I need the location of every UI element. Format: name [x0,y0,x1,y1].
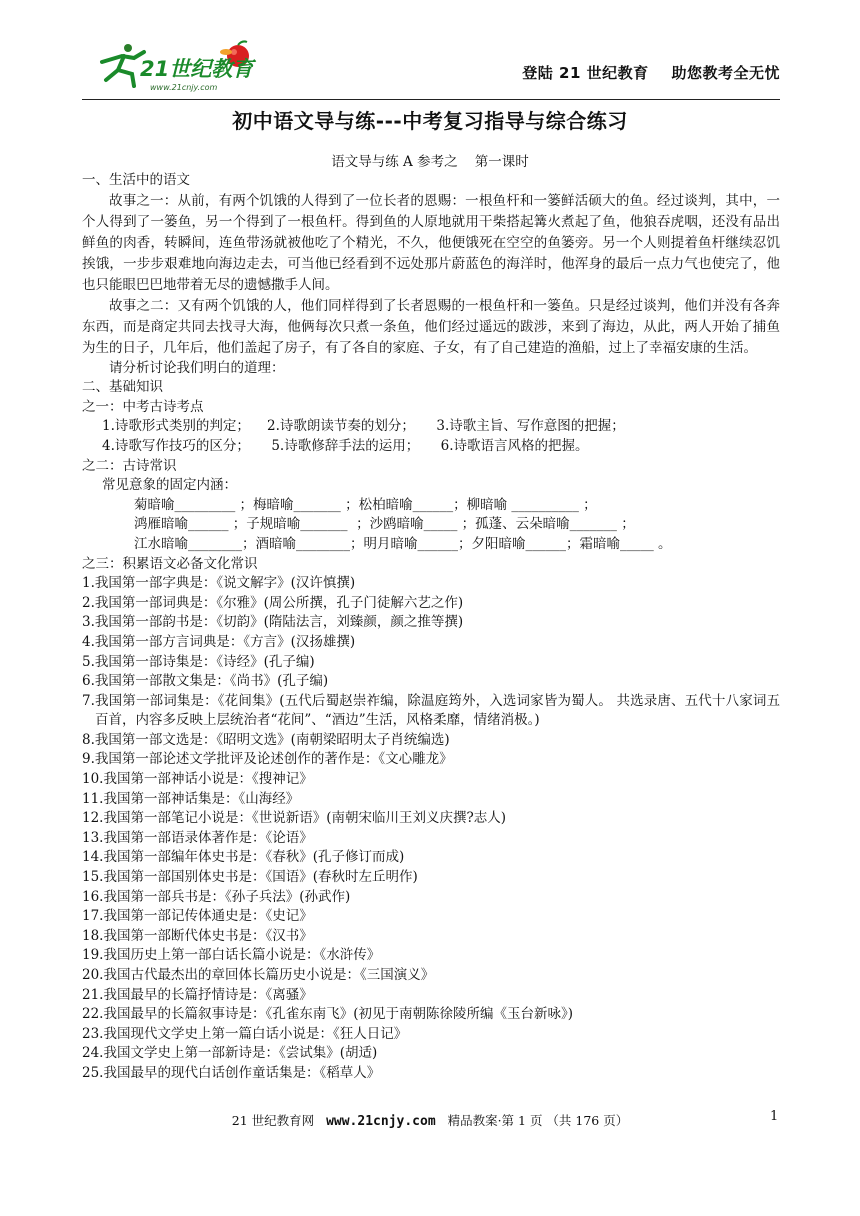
fact-item: 10.我国第一部神话小说是：《搜神记》 [82,771,313,788]
imagery-fill-row: 江水暗喻________；酒暗喻________；明月暗喻______；夕阳暗喻______；霜暗喻_____ 。 [134,535,672,552]
fact-item: 1.我国第一部字典是：《说文解字》(汉许慎撰) [82,575,356,592]
fact-item: 25.我国最早的现代白话创作童话集是：《稻草人》 [82,1064,381,1081]
21cnjy-logo[interactable] [88,40,258,96]
subsection-heading: 之二：古诗常识 [82,457,177,474]
fact-item: 2.我国第一部词典是：《尔雅》(周公所撰，孔子门徒解六艺之作) [82,594,464,611]
exam-points-row: 1.诗歌形式类别的判定； 2.诗歌朗读节奏的划分； 3.诗歌主旨、写作意图的把握； [102,418,625,435]
fact-item: 24.我国文学史上第一部新诗是：《尝试集》(胡适) [82,1045,378,1062]
header-slogan: 登陆 21 世纪教育 助您教考全无忧 [522,64,780,82]
footer-site: 21 世纪教育网 [231,1113,327,1128]
footer-page-info: 精品教案·第 1 页 （共 176 页） [435,1113,629,1128]
imagery-intro: 常见意象的固定内涵： [102,477,237,494]
fact-item: 13.我国第一部语录体著作是：《论语》 [82,829,313,846]
fact-item: 14.我国第一部编年体史书是：《春秋》(孔子修订而成) [82,849,405,866]
logo-wordmark: 21世纪教育 [140,57,254,81]
story-paragraph: 故事之二：又有两个饥饿的人，他们同样得到了长者恩赐的一根鱼杆和一篓鱼。只是经过谈判，他们并没有各奔东西，而是商定共同去找寻大海，他俩每次只煮一条鱼，他们经过遥远的跋涉，来到了海边，从此，两人开始了捕鱼为生的日子，几年后，他们盖起了房子，有了各自的家庭、子女，有了自己建造的渔船，过上了幸福安康的生活。 [82,297,780,356]
subsection-heading: 之三：积累语文必备文化常识 [82,555,258,572]
fact-item: 23.我国现代文学史上第一篇白话小说是：《狂人日记》 [82,1025,408,1042]
fact-item: 7.我国第一部词集是：《花间集》(五代后蜀赵崇祚编，除温庭筠外，入选词家皆为蜀人。 共选录唐、五代十八家词五百首，内容多反映上层统治者“花间”、“酒边”生活，风格柔靡，情绪消极。) [82,692,780,729]
document-body [82,171,780,1084]
fact-item: 17.我国第一部记传体通史是：《史记》 [82,908,313,925]
fact-item: 21.我国最早的长篇抒情诗是：《离骚》 [82,986,313,1003]
fact-item: 11.我国第一部神话集是：《山海经》 [82,790,300,807]
page-title: 初中语文导与练---中考复习指导与综合练习 [232,109,628,133]
discussion-prompt: 请分析讨论我们明白的道理： [109,359,285,376]
imagery-fill-row: 菊暗喻_________ ；梅暗喻_______ ；松柏暗喻______；柳暗喻 __________ ； [134,496,597,513]
fact-item: 18.我国第一部断代体史书是：《汉书》 [82,927,313,944]
fact-item: 4.我国第一部方言词典是：《方言》(汉扬雄撰) [82,633,356,650]
fact-item: 12.我国第一部笔记小说是：《世说新语》(南朝宋临川王刘义庆撰?志人) [82,810,506,827]
story-paragraph: 故事之一：从前，有两个饥饿的人得到了一位长者的恩赐：一根鱼杆和一篓鲜活硕大的鱼。经过谈判，其中，一个人得到了一篓鱼，另一个得到了一根鱼杆。得到鱼的人原地就用干柴搭起篝火煮起了鱼，他狼吞虎咽，还没有品出鲜鱼的肉香，转瞬间，连鱼带汤就被他吃了个精光，不久，他便饿死在空空的鱼篓旁。另一个人则提着鱼杆继续忍饥挨饿，一步步艰难地向海边走去，可当他已经看到不远处那片蔚蓝色的海洋时，他浑身的最后一点力气也使完了，他也只能眼巴巴地带着无尽的遗憾撒手人间。 [82,192,780,293]
facts-list [82,574,780,1083]
subsection-heading: 之一：中考古诗考点 [82,398,204,415]
header-divider [82,99,780,100]
fact-item: 9.我国第一部论述文学批评及论述创作的著作是：《文心雕龙》 [82,751,453,768]
fact-item: 22.我国最早的长篇叙事诗是：《孔雀东南飞》(初见于南朝陈徐陵所编《玉台新咏》) [82,1006,574,1023]
fact-item: 20.我国古代最杰出的章回体长篇历史小说是：《三国演义》 [82,967,435,983]
page-number: 1 [770,1109,779,1124]
fact-item: 15.我国第一部国别体史书是：《国语》(春秋时左丘明作) [82,869,418,886]
exam-points-row: 4.诗歌写作技巧的区分； 5.诗歌修辞手法的运用； 6.诗歌语言风格的把握。 [102,437,589,454]
section-heading: 二、基础知识 [82,379,163,396]
page-header [82,36,780,100]
section-heading: 一、生活中的语文 [82,172,190,188]
page-footer [0,1111,860,1129]
fact-item: 6.我国第一部散文集是：《尚书》(孔子编) [82,673,329,690]
fact-item: 8.我国第一部文选是：《昭明文选》(南朝梁昭明太子肖统编选) [82,731,450,748]
logo-url: www.21cnjy.com [150,83,218,92]
fact-item: 16.我国第一部兵书是：《孙子兵法》(孙武作) [82,888,351,905]
page-subtitle: 语文导与练 A 参考之 第一课时 [331,154,529,170]
imagery-fill-row: 鸿雁暗喻______ ；子规暗喻_______ ；沙鸥暗喻_____ ；孤蓬、云朵暗喻_______ ； [134,516,635,533]
fact-item: 5.我国第一部诗集是：《诗经》(孔子编) [82,653,315,670]
fact-item: 19.我国历史上第一部白话长篇小说是：《水浒传》 [82,947,381,964]
footer-url-link[interactable]: www.21cnjy.com [326,1114,436,1129]
fact-item: 3.我国第一部韵书是：《切韵》(隋陆法言，刘臻颜，颜之推等撰) [82,614,464,631]
